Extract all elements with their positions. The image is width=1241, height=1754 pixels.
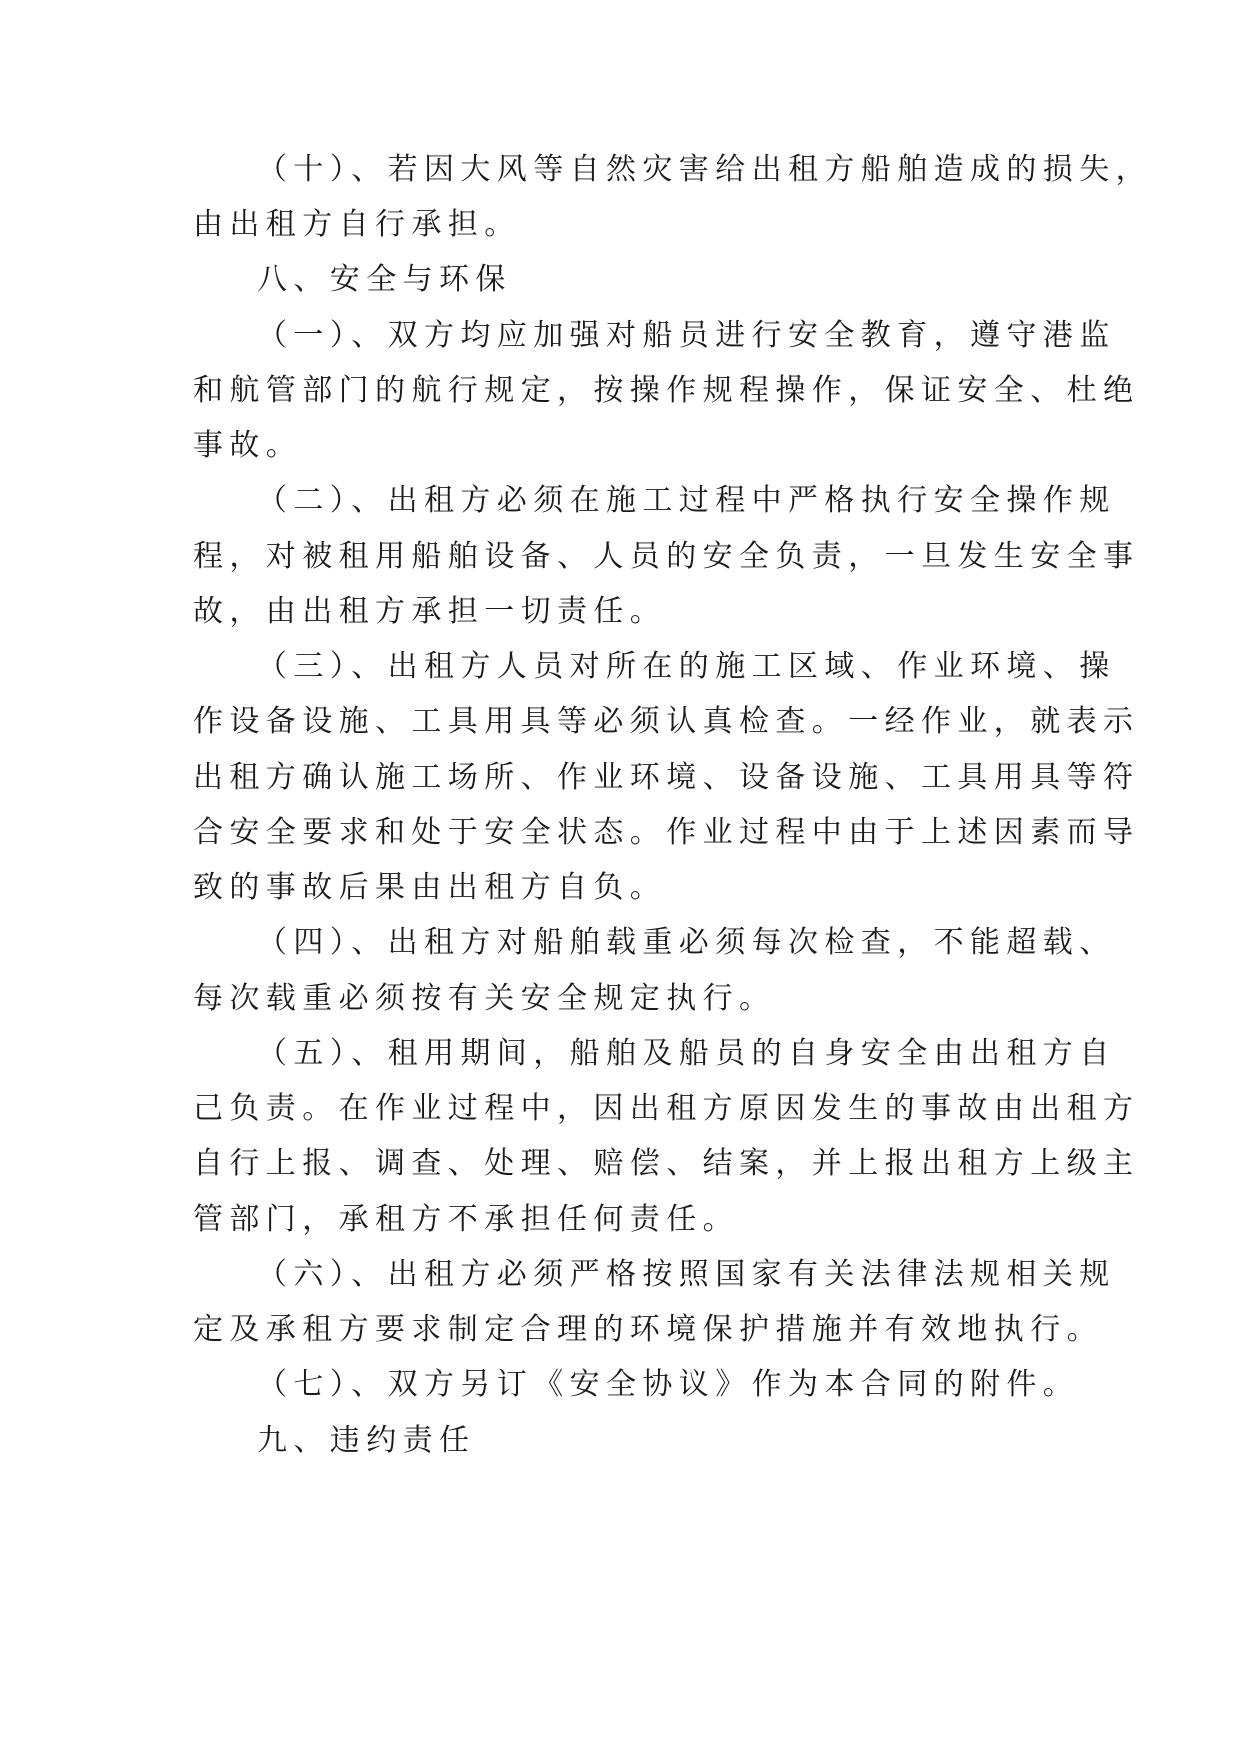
clause-1-line-2: 和航管部门的航行规定，按操作规程操作，保证安全、杜绝 [193, 373, 1140, 408]
clause-3-line-2: 作设备设施、工具用具等必须认真检查。一经作业，就表示 [193, 704, 1140, 739]
clause-10-line-2: 由出租方自行承担。 [193, 207, 521, 242]
clause-2-line-1: （二）、出租方必须在施工过程中严格执行安全操作规 [257, 483, 1116, 518]
clause-4-line-2: 每次载重必须按有关安全规定执行。 [193, 981, 776, 1016]
clause-3-line-3: 出租方确认施工场所、作业环境、设备设施、工具用具等符 [193, 760, 1140, 795]
clause-7-line-1: （七）、双方另订《安全协议》作为本合同的附件。 [257, 1367, 1080, 1402]
clause-5-line-3: 自行上报、调查、处理、赔偿、结案，并上报出租方上级主 [193, 1146, 1140, 1181]
clause-3-line-1: （三）、出租方人员对所在的施工区域、作业环境、操 [257, 649, 1116, 684]
clause-3-line-4: 合安全要求和处于安全状态。作业过程中由于上述因素而导 [193, 815, 1140, 850]
clause-1-line-3: 事故。 [193, 428, 303, 463]
clause-6-line-1: （六）、出租方必须严格按照国家有关法律法规相关规 [257, 1257, 1116, 1292]
clause-4-line-1: （四）、出租方对船舶载重必须每次检查，不能超载、 [257, 925, 1116, 960]
clause-3-line-5: 致的事故后果由出租方自负。 [193, 870, 667, 905]
clause-1-line-1: （一）、双方均应加强对船员进行安全教育，遵守港监 [257, 318, 1116, 353]
clause-5-line-2: 己负责。在作业过程中，因出租方原因发生的事故由出租方 [193, 1091, 1140, 1126]
clause-2-line-3: 故，由出租方承担一切责任。 [193, 594, 667, 629]
clause-2-line-2: 程，对被租用船舶设备、人员的安全负责，一旦发生安全事 [193, 539, 1140, 574]
clause-6-line-2: 定及承租方要求制定合理的环境保护措施并有效地执行。 [193, 1312, 1103, 1347]
clause-5-line-1: （五）、租用期间，船舶及船员的自身安全由出租方自 [257, 1036, 1116, 1071]
clause-10-line-1: （十）、若因大风等自然灾害给出租方船舶造成的损失， [257, 152, 1152, 187]
section-8-heading: 八、安全与环保 [257, 262, 512, 297]
clause-5-line-4: 管部门，承租方不承担任何责任。 [193, 1202, 739, 1237]
section-9-heading: 九、违约责任 [257, 1423, 476, 1458]
